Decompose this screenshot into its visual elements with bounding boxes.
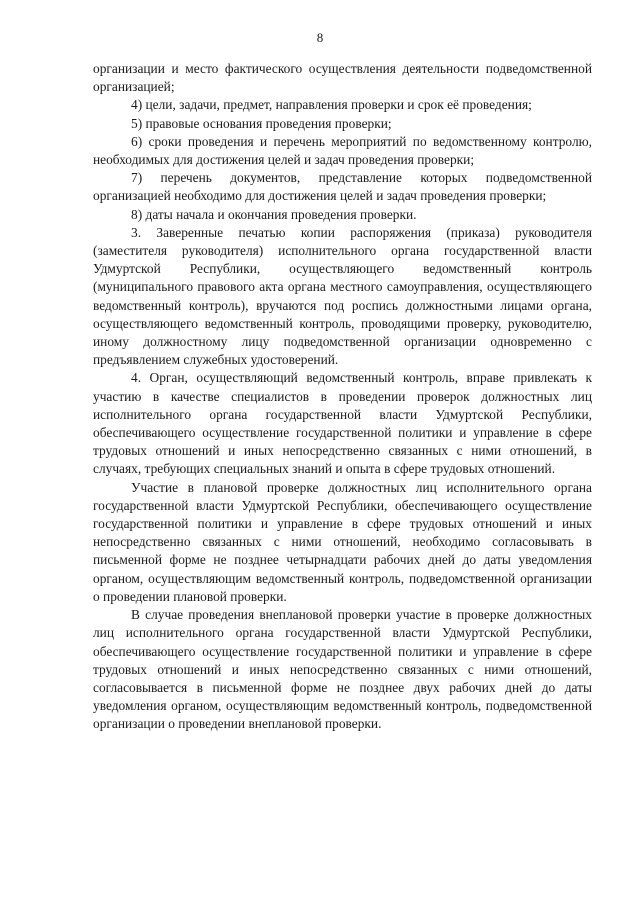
list-item-8: 8) даты начала и окончания проведения проверки. [131,206,417,222]
planned-inspection-paragraph: Участие в плановой проверке должностных лиц исполнительного органа государственной власти Удмуртской Республики, обеспечивающего осуществление государственной политики и управление в сфере трудовых отношений и иных непосредственно связанных с ними отношений, необходимо согласовывать в письменной форме не позднее четырнадцати рабочих дней до даты уведомления органом, осуществляющим ведомственный контроль, подведомственной организации о проведении плановой проверки. [93,479,592,604]
list-item-4: 4) цели, задачи, предмет, направления проверки и срок её проведения; [131,97,532,113]
list-item-7: 7) перечень документов, представление которых подведомственной организацией необходимо для достижения целей и задач проведения проверки; [93,170,592,204]
section-3-paragraph: 3. Заверенные печатью копии распоряжения (приказа) руководителя (заместителя руководителя) исполнительного органа государственной власти Удмуртской Республики, осуществляющего ведомственный контроль (муниципального правового акта органа местного самоуправления, осуществляющего ведомственный контроль), вручаются под роспись должностными лицами органа, осуществляющего ведомственный контроль, проводящими проверку, руководителю, иному должностному лицу подведомственной организации одновременно с предъявлением служебных удостоверений. [93,224,592,368]
page-number: 8 [316,30,324,45]
paragraph-continuation: организации и место фактического осуществления деятельности подведомственной организацией; [93,61,592,95]
unplanned-inspection-paragraph: В случае проведения внеплановой проверки участие в проверке должностных лиц исполнительного органа государственной власти Удмуртской Республики, обеспечивающего осуществление государственной политики и управление в сфере трудовых отношений и иных непосредственно связанных с ними отношений, согласовывается в письменной форме не позднее двух рабочих дней до даты уведомления органом, осуществляющим ведомственный контроль, подведомственной организации о проведении внеплановой проверки. [93,607,592,732]
document-body [93,60,592,734]
section-4-paragraph: 4. Орган, осуществляющий ведомственный контроль, вправе привлекать к участию в качестве специалистов в проведении проверок должностных лиц исполнительного органа государственной власти Удмуртской Республики, обеспечивающего осуществление государственной политики и управление в сфере трудовых отношений и иных непосредственно связанных с ними отношений, в случаях, требующих специальных знаний и опыта в сфере трудовых отношений. [93,370,592,477]
list-item-6: 6) сроки проведения и перечень мероприятий по ведомственному контролю, необходимых для достижения целей и задач проведения проверки; [93,133,592,168]
list-item-5: 5) правовые основания проведения проверки; [131,115,392,131]
